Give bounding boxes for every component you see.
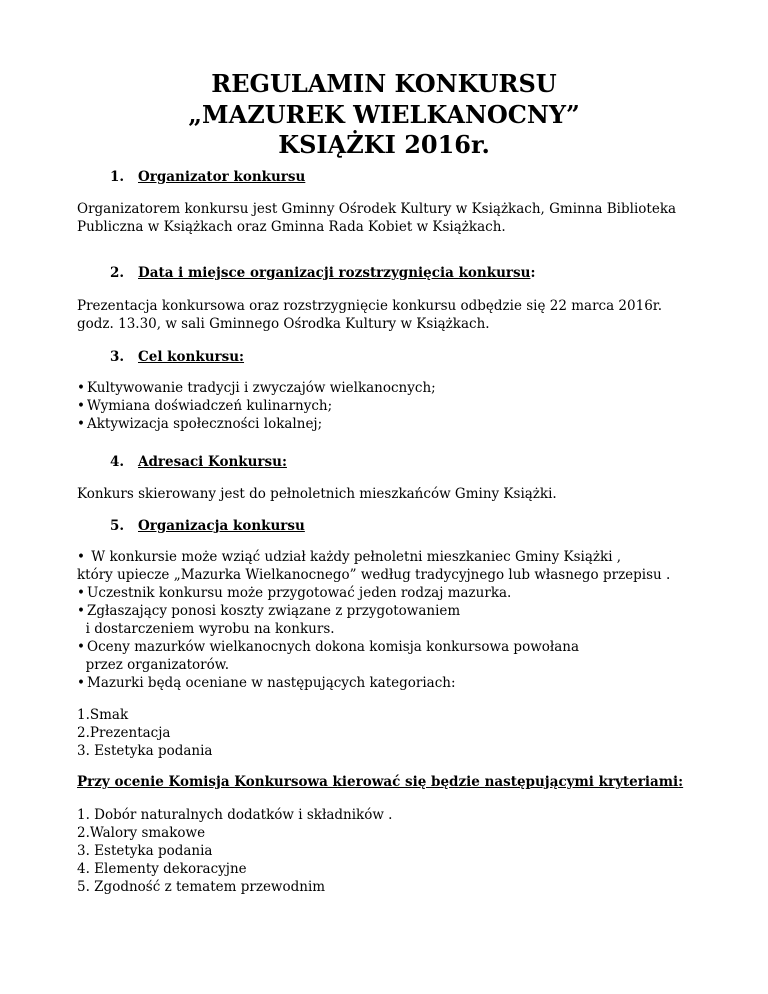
criteria-heading — [77, 773, 683, 791]
section-5-heading — [110, 517, 305, 535]
category-item: 2.Prezentacja — [77, 725, 171, 741]
section-1-heading — [110, 168, 305, 186]
criteria-item: 3. Estetyka podania — [77, 843, 213, 859]
section-title-suffix: : — [530, 265, 536, 281]
paragraph-line: Konkurs skierowany jest do pełnoletnich mieszkańców Gminy Książki. — [77, 486, 557, 502]
paragraph-line: Publiczna w Książkach oraz Gminna Rada Kobiet w Książkach. — [77, 219, 506, 235]
bullet-item: • Mazurki będą oceniane w następujących kategoriach: — [77, 674, 697, 692]
bullet-item: • Zgłaszający ponosi koszty związane z przygotowaniem — [77, 602, 697, 620]
section-1-body — [77, 200, 697, 236]
criteria-list — [77, 806, 697, 896]
section-title: Adresaci Konkursu: — [138, 454, 287, 470]
criteria-item: 2.Walory smakowe — [77, 825, 206, 841]
title-line-2: „MAZUREK WIELKANOCNY” — [188, 100, 580, 129]
bullet-item: • W konkursie może wziąć udział każdy pełnoletni mieszkaniec Gminy Książki , — [77, 548, 697, 566]
section-2-body — [77, 297, 697, 333]
bullet-item: • Aktywizacja społeczności lokalnej; — [77, 415, 697, 433]
bullet-item: • Kultywowanie tradycji i zwyczajów wielkanocnych; — [77, 379, 697, 397]
section-2-heading — [110, 264, 535, 282]
paragraph-line: godz. 13.30, w sali Gminnego Ośrodka Kultury w Książkach. — [77, 316, 490, 332]
paragraph-line: Organizatorem konkursu jest Gminny Ośrodek Kultury w Książkach, Gminna Biblioteka — [77, 201, 677, 217]
section-title: Data i miejsce organizacji rozstrzygnięcia konkursu — [138, 265, 531, 281]
section-title: Cel konkursu: — [138, 349, 245, 365]
title-line-3: KSIĄŻKI 2016r. — [278, 130, 490, 159]
criteria-heading-text: Przy ocenie Komisja Konkursowa kierować się będzie następującymi kryteriami — [77, 774, 679, 790]
section-title: Organizacja konkursu — [138, 518, 305, 534]
section-number: 5. — [110, 518, 125, 534]
criteria-heading-suffix: : — [678, 774, 684, 790]
criteria-item: 5. Zgodność z tematem przewodnim — [77, 879, 326, 895]
criteria-item: 4. Elementy dekoracyjne — [77, 861, 247, 877]
section-5-body — [77, 548, 697, 692]
paragraph-line: przez organizatorów. — [77, 657, 230, 673]
section-number: 1. — [110, 169, 125, 185]
paragraph-line: który upiecze „Mazurka Wielkanocnego” według tradycyjnego lub własnego przepisu . — [77, 567, 671, 583]
category-item: 1.Smak — [77, 707, 129, 723]
bullet-item: • Uczestnik konkursu może przygotować jeden rodzaj mazurka. — [77, 584, 697, 602]
section-3-body — [77, 379, 697, 433]
paragraph-line: i dostarczeniem wyrobu na konkurs. — [77, 621, 335, 637]
paragraph-line: Prezentacja konkursowa oraz rozstrzygnięcie konkursu odbędzie się 22 marca 2016r. — [77, 298, 663, 314]
bullet-item: • Oceny mazurków wielkanocnych dokona komisja konkursowa powołana — [77, 638, 697, 656]
section-title: Organizator konkursu — [138, 169, 306, 185]
section-4-heading — [110, 453, 287, 471]
section-number: 2. — [110, 265, 125, 281]
section-4-body — [77, 485, 697, 503]
title-line-1: REGULAMIN KONKURSU — [211, 69, 557, 98]
criteria-item: 1. Dobór naturalnych dodatków i składników . — [77, 807, 393, 823]
category-item: 3. Estetyka podania — [77, 743, 213, 759]
section-3-heading — [110, 348, 244, 366]
section-number: 3. — [110, 349, 125, 365]
categories-list — [77, 706, 697, 760]
bullet-item: • Wymiana doświadczeń kulinarnych; — [77, 397, 697, 415]
section-number: 4. — [110, 454, 125, 470]
